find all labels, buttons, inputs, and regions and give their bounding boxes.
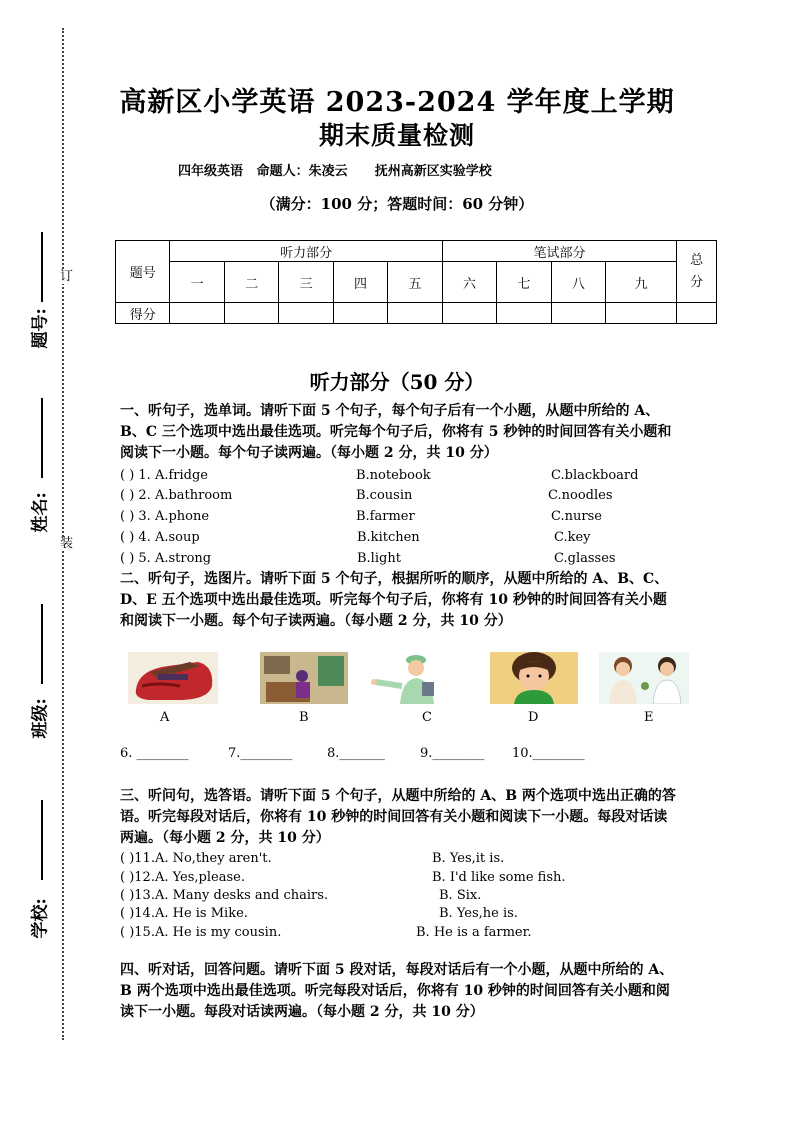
q2-option-a: ( ) 2. A.bathroom	[120, 488, 233, 503]
exam-number-line	[41, 232, 43, 302]
part2-instructions: 二、听句子，选图片。请听下面 5 个句子，根据所听的顺序，从题中所给的 A、B、C、D、E 五个选项中选出最佳选项。听完每个句子后，你将有 10 秒钟的时间回答有关小题和阅读下一小题。每个句子读两遍。（每小题 2 分，共 10 分）	[120, 571, 669, 629]
picture-label-c: C	[422, 710, 432, 725]
score-cell[interactable]	[170, 303, 224, 324]
q11-option-a: ( )11.A. No,they aren't.	[120, 851, 272, 866]
q5-option-a: ( ) 5. A.strong	[120, 551, 212, 566]
score-cell[interactable]	[551, 303, 605, 324]
answer-blank-9[interactable]: 9.________	[420, 746, 485, 761]
score-cell[interactable]	[279, 303, 333, 324]
listening-heading: 听力部分（50 分）	[309, 370, 485, 394]
score-table-listening: 听力部分	[170, 241, 442, 262]
score-cell[interactable]	[388, 303, 442, 324]
score-cell[interactable]	[497, 303, 551, 324]
nurse-picture	[364, 652, 452, 704]
q15-option-a: ( )15.A. He is my cousin.	[120, 925, 282, 940]
part4-instructions: 四、听对话，回答问题。请听下面 5 段对话，每段对话后有一个小题，从题中所给的 A、B 两个选项中选出最佳选项。听完每段对话后，你将有 10 秒钟的时间回答有关小题和阅读下一小题。每段对话读两遍。（每小题 2 分，共 10 分）	[120, 962, 674, 1020]
q1-option-a: ( ) 1. A.fridge	[120, 468, 208, 483]
family-picture	[599, 652, 689, 704]
q4-option-a: ( ) 4. A.soup	[120, 530, 200, 545]
score-table-row-label: 题号	[116, 241, 170, 303]
q12-option-b: B. I'd like some fish.	[432, 870, 566, 885]
score-cell[interactable]	[442, 303, 496, 324]
name-label: 姓名:	[30, 492, 51, 533]
class-line	[41, 604, 43, 684]
score-table-q6: 六	[442, 262, 496, 303]
bag-picture	[128, 652, 218, 704]
boy-picture	[490, 652, 578, 704]
picture-label-b: B	[299, 710, 309, 725]
score-table-q4: 四	[333, 262, 387, 303]
class-label: 班级:	[30, 698, 51, 739]
binding-dotted-line	[62, 28, 78, 1040]
answer-blank-8[interactable]: 8._______	[327, 746, 385, 761]
part1-instructions: 一、听句子，选单词。请听下面 5 个句子，每个句子后有一个小题，从题中所给的 A、B、C 三个选项中选出最佳选项。听完每个句子后，你将有 5 秒钟的时间回答有关小题和阅读下一小题。每个句子读两遍。（每小题 2 分，共 10 分）	[120, 403, 672, 461]
binding-char-ding: 订	[60, 269, 74, 284]
score-table	[115, 240, 717, 324]
score-table-total: 总 分	[677, 241, 717, 303]
q13-option-a: ( )13.A. Many desks and chairs.	[120, 888, 329, 903]
school-line	[41, 800, 43, 880]
q14-option-a: ( )14.A. He is Mike.	[120, 906, 248, 921]
room-picture	[260, 652, 348, 704]
q4-option-c: C.key	[554, 530, 591, 545]
score-table-q5: 五	[388, 262, 442, 303]
score-table-q7: 七	[497, 262, 551, 303]
answer-blank-7[interactable]: 7.________	[228, 746, 293, 761]
q12-option-a: ( )12.A. Yes,please.	[120, 870, 245, 885]
q1-option-c: C.blackboard	[551, 468, 639, 483]
exam-number-label: 题号:	[30, 308, 51, 349]
q3-option-c: C.nurse	[551, 509, 602, 524]
exam-title: 高新区小学英语 2023-2024 学年度上学期	[119, 87, 675, 118]
score-table-q1: 一	[170, 262, 224, 303]
answer-blank-10[interactable]: 10.________	[512, 746, 585, 761]
q4-option-b: B.kitchen	[357, 530, 420, 545]
q15-option-b: B. He is a farmer.	[416, 925, 532, 940]
q11-option-b: B. Yes,it is.	[432, 851, 505, 866]
score-table-q2: 二	[224, 262, 278, 303]
q1-option-b: B.notebook	[356, 468, 431, 483]
score-table-score-label: 得分	[116, 303, 170, 324]
picture-label-d: D	[528, 710, 539, 725]
picture-label-a: A	[160, 710, 170, 725]
name-line	[41, 398, 43, 478]
q14-option-b: B. Yes,he is.	[439, 906, 518, 921]
q2-option-b: B.cousin	[356, 488, 413, 503]
q5-option-c: C.glasses	[554, 551, 616, 566]
score-table-q9: 九	[606, 262, 677, 303]
q5-option-b: B.light	[357, 551, 401, 566]
part3-instructions: 三、听问句，选答语。请听下面 5 个句子，从题中所给的 A、B 两个选项中选出正确的答语。听完每段对话后，你将有 10 秒钟的时间回答有关小题和阅读下一小题。每段对话读两遍。（每小题 2 分，共 10 分）	[120, 788, 676, 846]
school-label: 学校:	[30, 898, 51, 939]
score-cell[interactable]	[606, 303, 677, 324]
score-cell[interactable]	[677, 303, 717, 324]
answer-blank-6[interactable]: 6. ________	[120, 746, 189, 761]
score-table-written: 笔试部分	[442, 241, 677, 262]
score-table-q3: 三	[279, 262, 333, 303]
q3-option-a: ( ) 3. A.phone	[120, 509, 210, 524]
score-table-q8: 八	[551, 262, 605, 303]
score-cell[interactable]	[333, 303, 387, 324]
score-info: （满分：100 分；答题时间：60 分钟）	[260, 195, 534, 213]
picture-label-e: E	[644, 710, 654, 725]
author-line: 四年级英语 命题人：朱凌云 抚州高新区实验学校	[178, 164, 492, 179]
exam-subtitle: 期末质量检测	[318, 121, 475, 150]
score-cell[interactable]	[224, 303, 278, 324]
q13-option-b: B. Six.	[439, 888, 482, 903]
q3-option-b: B.farmer	[356, 509, 415, 524]
binding-char-zhuang: 装	[60, 536, 74, 551]
q2-option-c: C.noodles	[548, 488, 613, 503]
